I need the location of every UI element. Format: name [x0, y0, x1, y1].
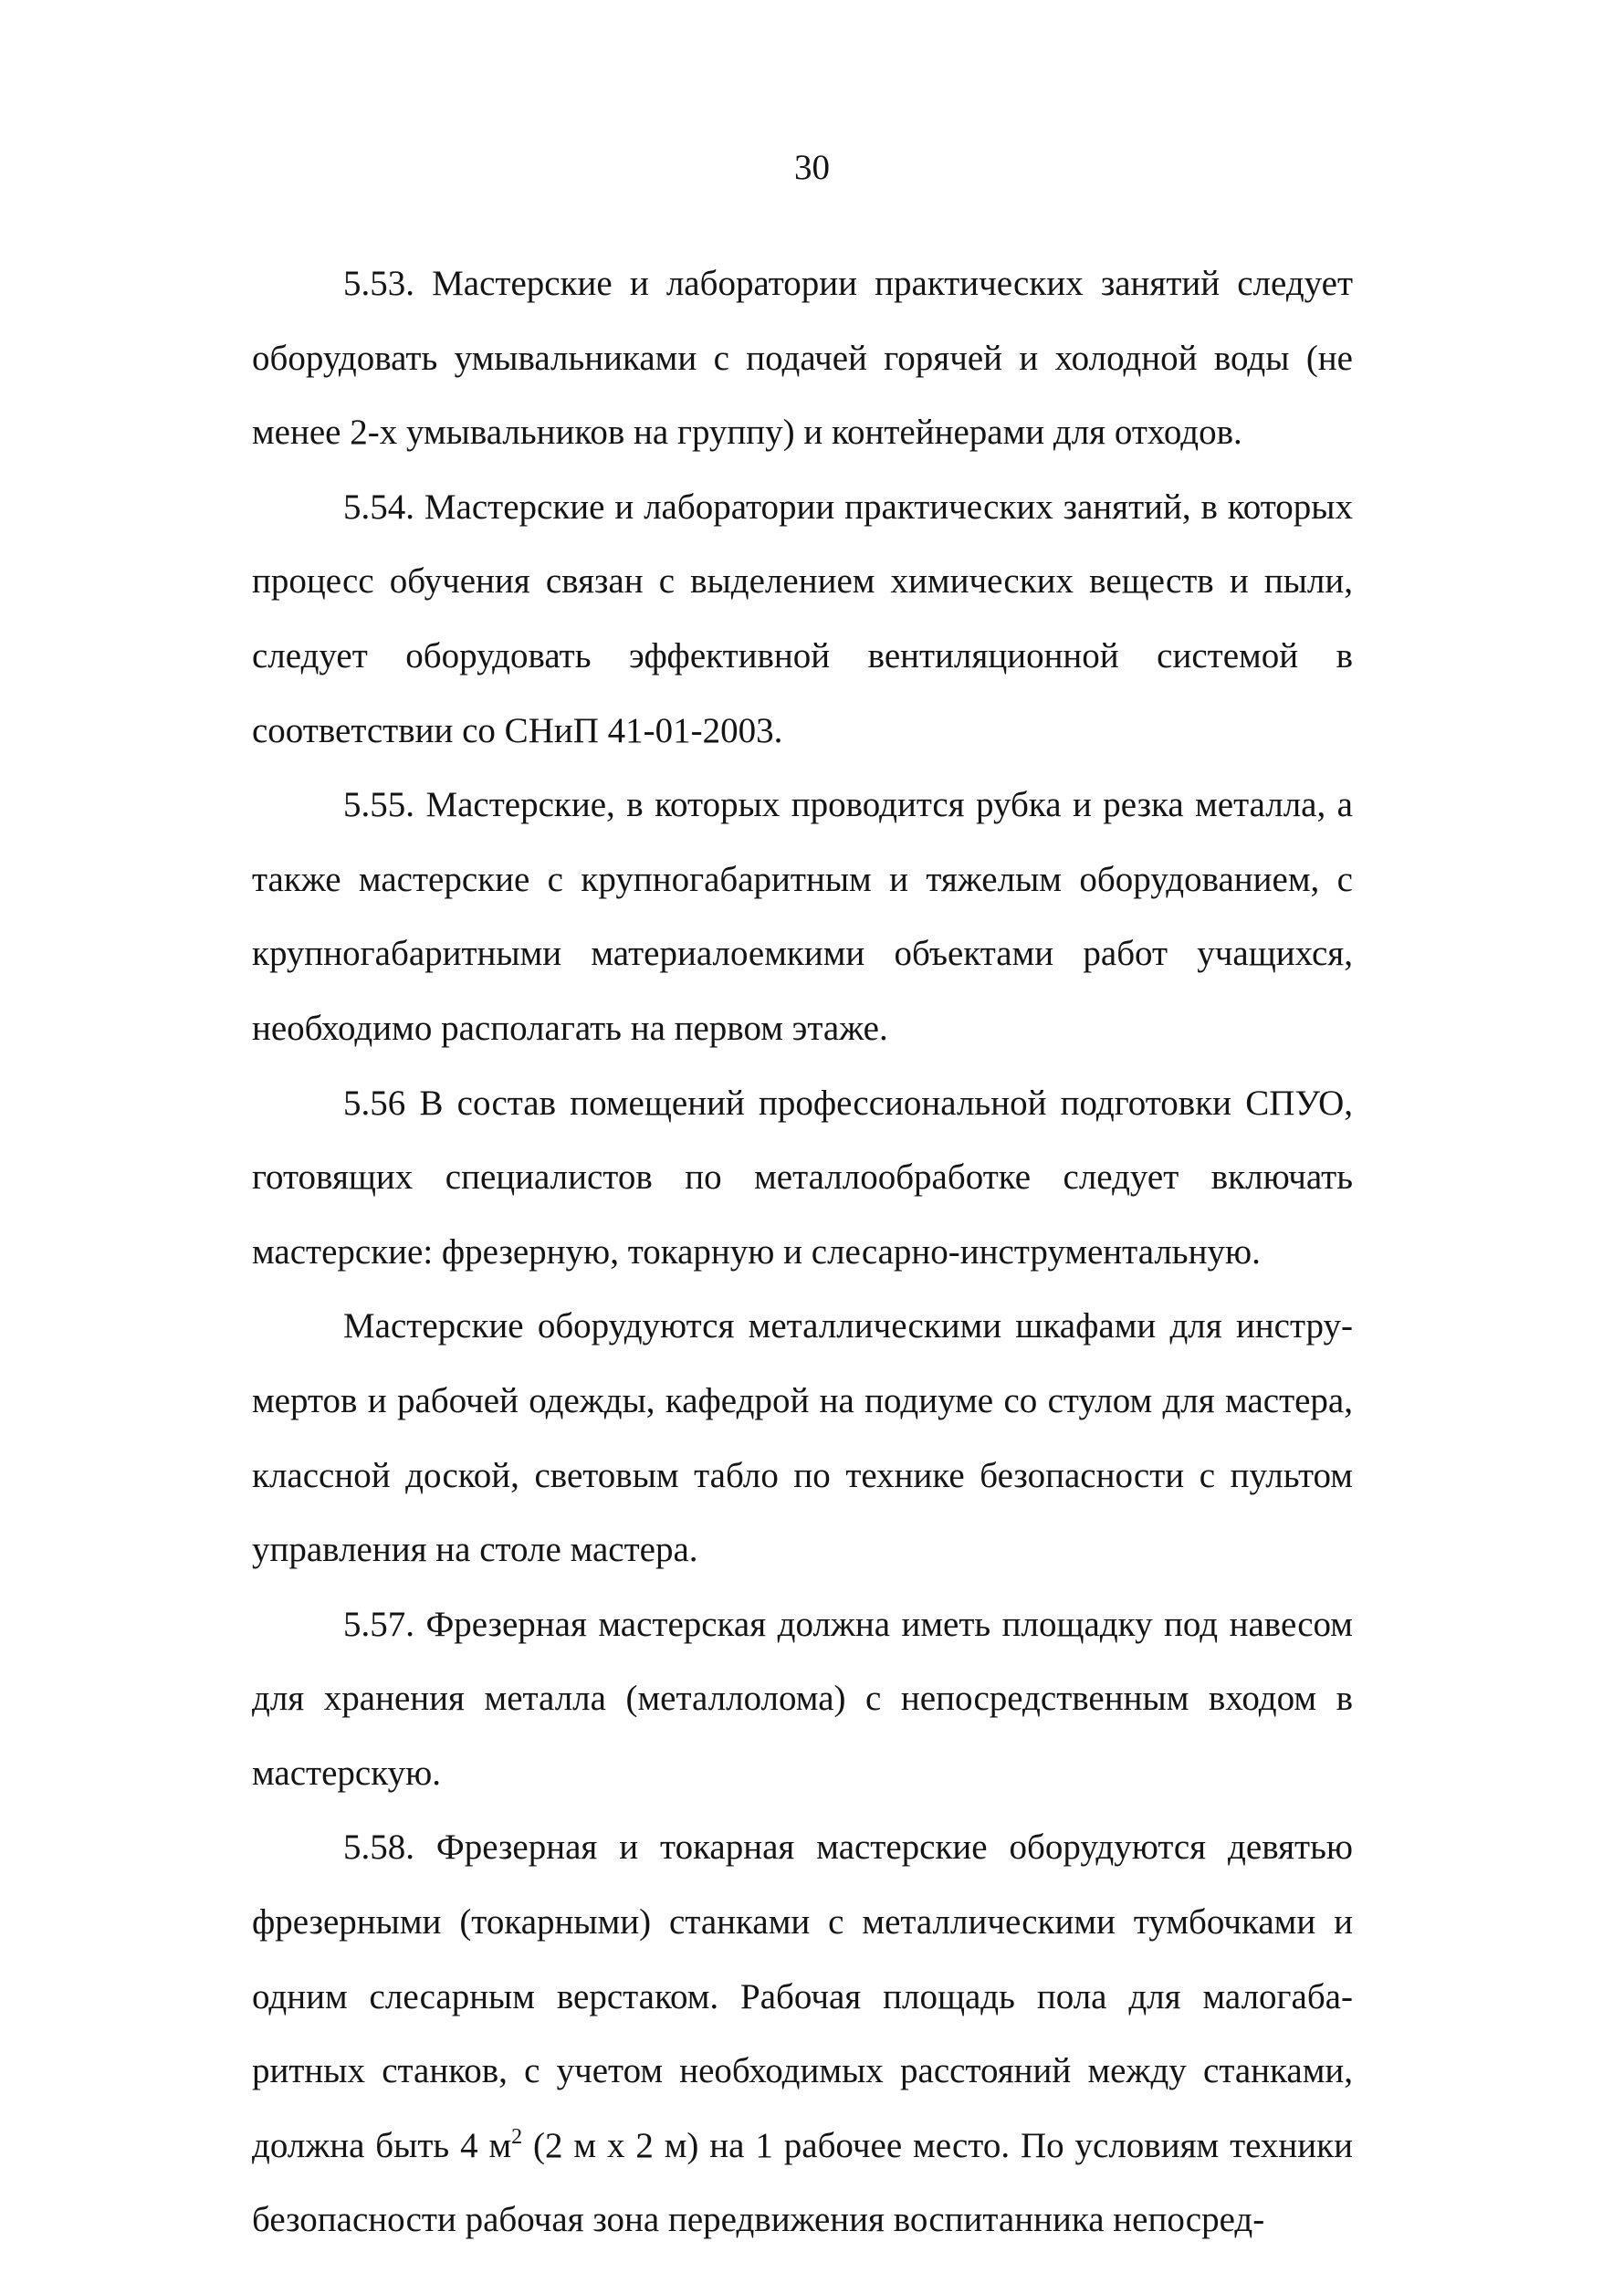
paragraph-5-55: 5.55. Мастерские, в которых проводится рубка и резка металла, а также мастерские с крупногабаритным и тяжелым оборудованием, с крупногабаритными материалоемкими объектами работ учащихся, необходимо располагать на первом этаже. — [252, 785, 1353, 1048]
text-body — [252, 246, 1353, 2257]
paragraph-5-57: 5.57. Фрезерная мастерская должна иметь площадку под навесом для хранения металла (металлолома) с непосредственным входом в мастерскую. — [252, 1604, 1353, 1793]
square-superscript: 2 — [511, 2124, 523, 2149]
paragraph-5-58-text-before: 5.58. Фрезерная и токарная мастерские оборудуются девятью фрезерными (токарными) станками с металлическими тумбочками и одним слесарным верстаком. Рабочая площадь пола для малогабаритных станков, с учетом необходимых расстояний между станками, должна быть 4 м — [252, 1827, 1353, 2165]
paragraph-workshop-equipment: Мастерские оборудуются металлическими шкафами для инструмертов и рабочей одежды, кафедрой на подиуме со стулом для мастера, классной доской, световым табло по технике безопасности с пультом управления на столе мастера. — [252, 1306, 1353, 1570]
paragraph-5-53: 5.53. Мастерские и лаборатории практических занятий следует оборудовать умывальниками с подачей горячей и холодной воды (не менее 2-х умывальников на группу) и контейнерами для отходов. — [252, 264, 1353, 453]
paragraph-5-58-text-after: (2 м х 2 м) на 1 рабочее место. По условиям техники безопасности рабочая зона передвижения воспитанника непосред- — [252, 2125, 1353, 2240]
paragraph-5-56: 5.56 В состав помещений профессиональной подготовки СПУО, готовящих специалистов по металлообработке следует включать мастерские: фрезерную, токарную и слесарно-инструментальную. — [252, 1083, 1353, 1272]
paragraph-5-58 — [252, 1810, 1353, 2257]
page-number: 30 — [794, 148, 830, 187]
paragraph-5-54: 5.54. Мастерские и лаборатории практических занятий, в которых процесс обучения связан с выделением химических веществ и пыли, следует оборудовать эффективной вентиляционной системой в соответствии со СНиП 41-01-2003. — [252, 487, 1353, 750]
